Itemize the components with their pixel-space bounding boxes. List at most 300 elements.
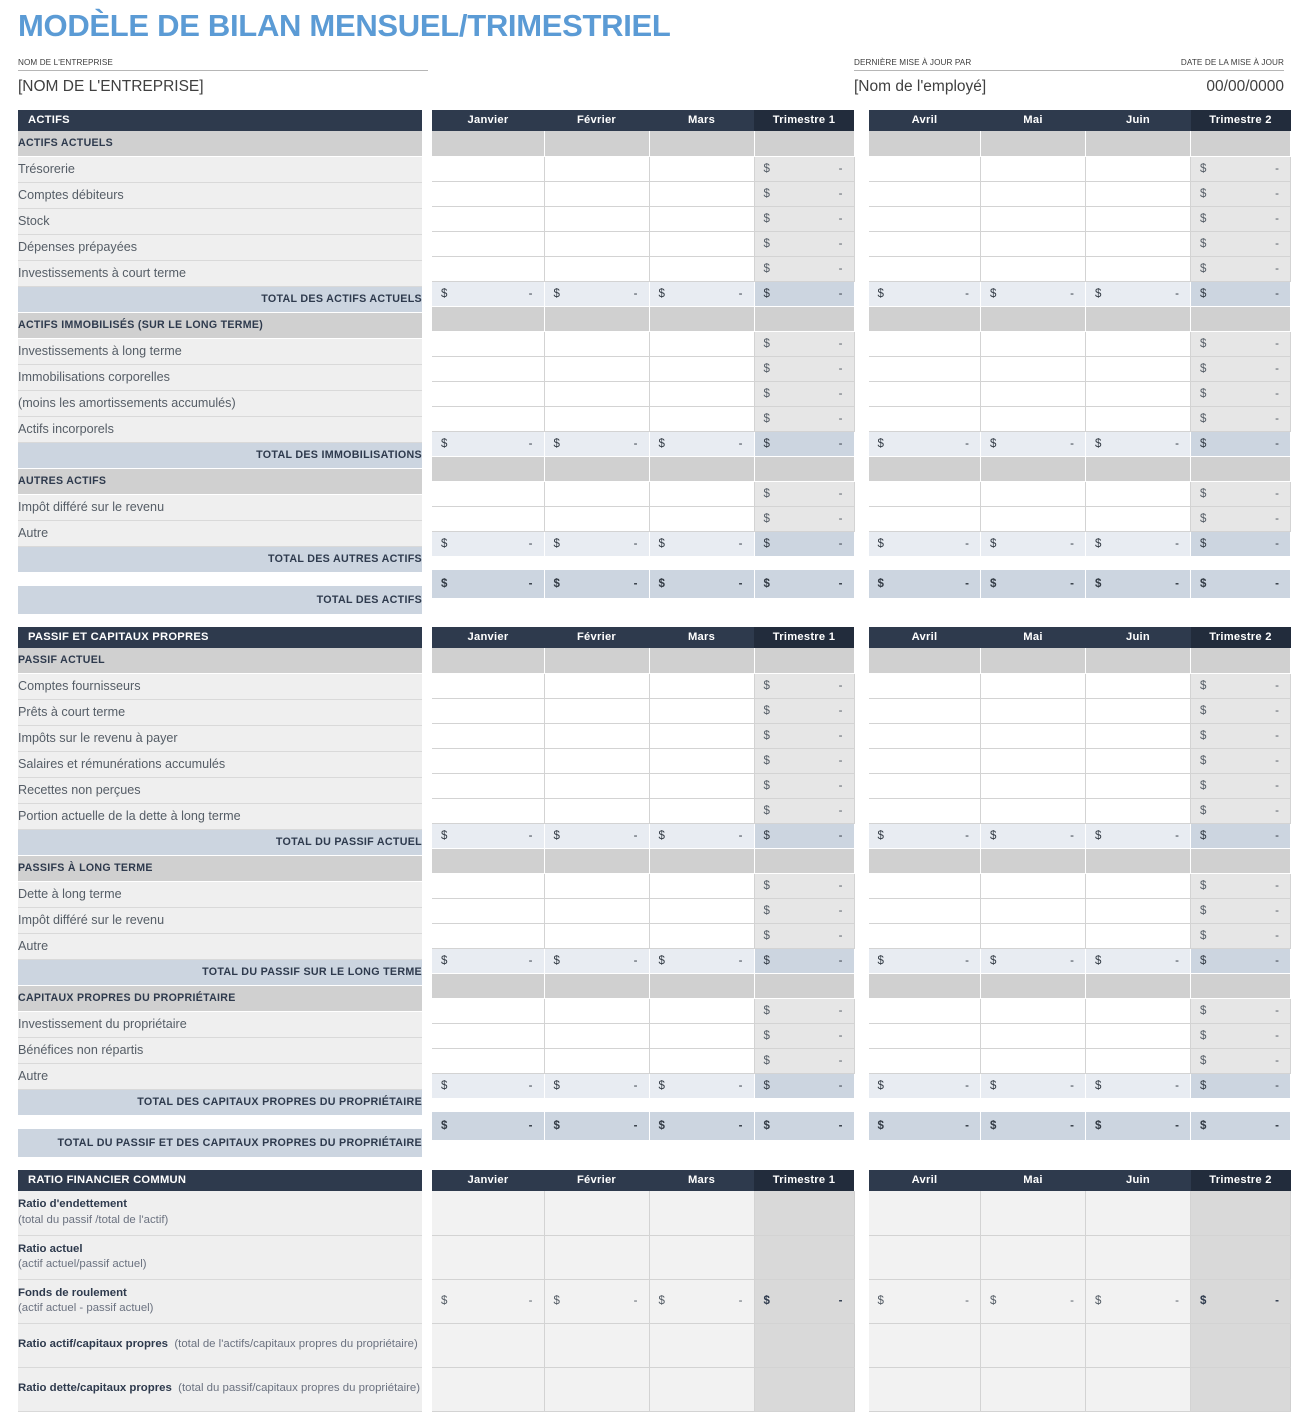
quarter-total-cell[interactable] [754, 948, 854, 973]
month-total-cell[interactable] [869, 948, 981, 973]
input-cell[interactable] [981, 331, 1086, 356]
input-cell[interactable] [869, 723, 981, 748]
subhead-spacer-cell[interactable] [1191, 131, 1291, 156]
input-cell[interactable] [869, 256, 981, 281]
input-cell[interactable] [649, 998, 754, 1023]
input-cell[interactable] [432, 1023, 544, 1048]
quarter-total-cell[interactable] [754, 823, 854, 848]
input-cell[interactable] [649, 506, 754, 531]
subhead-spacer-cell[interactable] [869, 648, 981, 673]
input-cell[interactable] [649, 673, 754, 698]
input-cell[interactable] [1086, 773, 1191, 798]
month-total-cell[interactable] [432, 823, 544, 848]
ratio-value-cell[interactable] [1086, 1279, 1191, 1323]
input-cell[interactable] [544, 998, 649, 1023]
input-cell[interactable] [544, 356, 649, 381]
month-total-cell[interactable] [981, 1073, 1086, 1098]
quarter-total-cell[interactable] [754, 923, 854, 948]
input-cell[interactable] [649, 181, 754, 206]
input-cell[interactable] [649, 923, 754, 948]
month-total-cell[interactable] [981, 823, 1086, 848]
month-total-cell[interactable] [1086, 1073, 1191, 1098]
quarter-total-cell[interactable] [754, 481, 854, 506]
subhead-spacer-cell[interactable] [981, 648, 1086, 673]
input-cell[interactable] [649, 723, 754, 748]
month-total-cell[interactable] [869, 1073, 981, 1098]
input-cell[interactable] [869, 231, 981, 256]
input-cell[interactable] [649, 898, 754, 923]
subhead-spacer-cell[interactable] [869, 306, 981, 331]
quarter-total-cell[interactable] [1191, 898, 1291, 923]
quarter-total-cell[interactable] [1191, 206, 1291, 231]
input-cell[interactable] [981, 481, 1086, 506]
quarter-total-cell[interactable] [754, 698, 854, 723]
input-cell[interactable] [869, 873, 981, 898]
input-cell[interactable] [649, 1048, 754, 1073]
ratio-value-cell[interactable] [869, 1323, 981, 1367]
input-cell[interactable] [981, 381, 1086, 406]
month-total-cell[interactable] [1086, 431, 1191, 456]
subhead-spacer-cell[interactable] [981, 306, 1086, 331]
input-cell[interactable] [432, 481, 544, 506]
quarter-total-cell[interactable] [1191, 748, 1291, 773]
input-cell[interactable] [432, 698, 544, 723]
subhead-spacer-cell[interactable] [649, 648, 754, 673]
input-cell[interactable] [1086, 331, 1191, 356]
subhead-spacer-cell[interactable] [1086, 973, 1191, 998]
input-cell[interactable] [432, 773, 544, 798]
quarter-total-cell[interactable] [754, 748, 854, 773]
month-total-cell[interactable] [649, 281, 754, 306]
input-cell[interactable] [432, 998, 544, 1023]
input-cell[interactable] [1086, 206, 1191, 231]
quarter-total-cell[interactable] [1191, 998, 1291, 1023]
input-cell[interactable] [649, 873, 754, 898]
input-cell[interactable] [1086, 506, 1191, 531]
input-cell[interactable] [544, 156, 649, 181]
ratio-value-cell[interactable] [981, 1235, 1086, 1279]
input-cell[interactable] [544, 773, 649, 798]
input-cell[interactable] [981, 356, 1086, 381]
ratio-value-cell[interactable] [981, 1367, 1086, 1411]
subhead-spacer-cell[interactable] [754, 973, 854, 998]
input-cell[interactable] [981, 698, 1086, 723]
ratio-value-cell[interactable] [432, 1191, 544, 1235]
quarter-total-cell[interactable] [1191, 1023, 1291, 1048]
input-cell[interactable] [869, 773, 981, 798]
input-cell[interactable] [544, 481, 649, 506]
input-cell[interactable] [1086, 698, 1191, 723]
input-cell[interactable] [544, 506, 649, 531]
input-cell[interactable] [981, 1023, 1086, 1048]
quarter-total-cell[interactable] [1191, 923, 1291, 948]
subhead-spacer-cell[interactable] [544, 848, 649, 873]
subhead-spacer-cell[interactable] [754, 648, 854, 673]
subhead-spacer-cell[interactable] [1191, 973, 1291, 998]
input-cell[interactable] [1086, 798, 1191, 823]
input-cell[interactable] [432, 723, 544, 748]
input-cell[interactable] [869, 181, 981, 206]
ratio-value-cell[interactable] [432, 1367, 544, 1411]
subhead-spacer-cell[interactable] [432, 648, 544, 673]
quarter-total-cell[interactable] [754, 406, 854, 431]
ratio-value-cell[interactable] [544, 1367, 649, 1411]
input-cell[interactable] [649, 206, 754, 231]
quarter-total-cell[interactable] [754, 331, 854, 356]
quarter-total-cell[interactable] [1191, 873, 1291, 898]
quarter-total-cell[interactable] [1191, 181, 1291, 206]
input-cell[interactable] [544, 723, 649, 748]
grand-total-cell[interactable] [1086, 570, 1191, 598]
month-total-cell[interactable] [1086, 823, 1191, 848]
quarter-total-cell[interactable] [754, 231, 854, 256]
input-cell[interactable] [1086, 1048, 1191, 1073]
quarter-total-cell[interactable] [754, 1073, 854, 1098]
subhead-spacer-cell[interactable] [1191, 848, 1291, 873]
quarter-total-cell[interactable] [754, 381, 854, 406]
input-cell[interactable] [649, 331, 754, 356]
ratio-quarter-cell[interactable] [754, 1191, 854, 1235]
month-total-cell[interactable] [649, 948, 754, 973]
subhead-spacer-cell[interactable] [1191, 648, 1291, 673]
ratio-value-cell[interactable] [869, 1279, 981, 1323]
input-cell[interactable] [649, 773, 754, 798]
input-cell[interactable] [544, 1023, 649, 1048]
input-cell[interactable] [981, 723, 1086, 748]
quarter-total-cell[interactable] [1191, 381, 1291, 406]
quarter-total-cell[interactable] [754, 723, 854, 748]
month-total-cell[interactable] [432, 1073, 544, 1098]
ratio-quarter-cell[interactable] [1191, 1323, 1291, 1367]
ratio-value-cell[interactable] [432, 1279, 544, 1323]
quarter-total-cell[interactable] [754, 181, 854, 206]
subhead-spacer-cell[interactable] [1086, 131, 1191, 156]
grand-total-cell[interactable] [1086, 1112, 1191, 1140]
grand-total-cell[interactable] [754, 1112, 854, 1140]
quarter-total-cell[interactable] [1191, 156, 1291, 181]
subhead-spacer-cell[interactable] [754, 306, 854, 331]
input-cell[interactable] [1086, 156, 1191, 181]
input-cell[interactable] [544, 698, 649, 723]
quarter-total-cell[interactable] [1191, 673, 1291, 698]
month-total-cell[interactable] [544, 431, 649, 456]
input-cell[interactable] [432, 381, 544, 406]
grand-total-cell[interactable] [869, 570, 981, 598]
month-total-cell[interactable] [649, 431, 754, 456]
input-cell[interactable] [1086, 748, 1191, 773]
quarter-total-cell[interactable] [1191, 823, 1291, 848]
input-cell[interactable] [649, 798, 754, 823]
month-total-cell[interactable] [544, 531, 649, 556]
input-cell[interactable] [432, 156, 544, 181]
input-cell[interactable] [649, 1023, 754, 1048]
month-total-cell[interactable] [432, 281, 544, 306]
subhead-spacer-cell[interactable] [649, 848, 754, 873]
subhead-spacer-cell[interactable] [432, 131, 544, 156]
input-cell[interactable] [981, 156, 1086, 181]
input-cell[interactable] [981, 1048, 1086, 1073]
input-cell[interactable] [432, 873, 544, 898]
input-cell[interactable] [869, 356, 981, 381]
input-cell[interactable] [432, 231, 544, 256]
quarter-total-cell[interactable] [1191, 1048, 1291, 1073]
month-total-cell[interactable] [869, 823, 981, 848]
input-cell[interactable] [981, 998, 1086, 1023]
ratio-quarter-cell[interactable] [754, 1235, 854, 1279]
input-cell[interactable] [432, 898, 544, 923]
subhead-spacer-cell[interactable] [544, 131, 649, 156]
input-cell[interactable] [869, 331, 981, 356]
input-cell[interactable] [1086, 256, 1191, 281]
quarter-total-cell[interactable] [754, 873, 854, 898]
input-cell[interactable] [649, 356, 754, 381]
input-cell[interactable] [1086, 231, 1191, 256]
quarter-total-cell[interactable] [1191, 506, 1291, 531]
input-cell[interactable] [869, 406, 981, 431]
ratio-value-cell[interactable] [1086, 1367, 1191, 1411]
input-cell[interactable] [1086, 381, 1191, 406]
input-cell[interactable] [981, 231, 1086, 256]
quarter-total-cell[interactable] [1191, 431, 1291, 456]
input-cell[interactable] [649, 406, 754, 431]
input-cell[interactable] [432, 1048, 544, 1073]
ratio-value-cell[interactable] [869, 1191, 981, 1235]
quarter-total-cell[interactable] [1191, 1073, 1291, 1098]
grand-total-cell[interactable] [649, 1112, 754, 1140]
subhead-spacer-cell[interactable] [754, 456, 854, 481]
input-cell[interactable] [544, 673, 649, 698]
month-total-cell[interactable] [544, 281, 649, 306]
quarter-total-cell[interactable] [754, 898, 854, 923]
input-cell[interactable] [432, 798, 544, 823]
grand-total-cell[interactable] [754, 570, 854, 598]
input-cell[interactable] [544, 923, 649, 948]
input-cell[interactable] [544, 331, 649, 356]
month-total-cell[interactable] [981, 281, 1086, 306]
subhead-spacer-cell[interactable] [544, 306, 649, 331]
subhead-spacer-cell[interactable] [544, 456, 649, 481]
input-cell[interactable] [649, 381, 754, 406]
input-cell[interactable] [649, 698, 754, 723]
input-cell[interactable] [544, 406, 649, 431]
grand-total-cell[interactable] [981, 1112, 1086, 1140]
quarter-total-cell[interactable] [1191, 773, 1291, 798]
input-cell[interactable] [432, 331, 544, 356]
quarter-total-cell[interactable] [1191, 481, 1291, 506]
month-total-cell[interactable] [869, 431, 981, 456]
ratio-value-cell[interactable] [1086, 1323, 1191, 1367]
input-cell[interactable] [869, 481, 981, 506]
input-cell[interactable] [544, 798, 649, 823]
month-total-cell[interactable] [981, 948, 1086, 973]
input-cell[interactable] [432, 206, 544, 231]
input-cell[interactable] [1086, 181, 1191, 206]
input-cell[interactable] [869, 156, 981, 181]
quarter-total-cell[interactable] [754, 156, 854, 181]
month-total-cell[interactable] [649, 823, 754, 848]
subhead-spacer-cell[interactable] [754, 848, 854, 873]
quarter-total-cell[interactable] [754, 281, 854, 306]
input-cell[interactable] [649, 256, 754, 281]
input-cell[interactable] [432, 181, 544, 206]
month-total-cell[interactable] [649, 1073, 754, 1098]
grand-total-cell[interactable] [432, 1112, 544, 1140]
input-cell[interactable] [1086, 356, 1191, 381]
ratio-value-cell[interactable] [981, 1191, 1086, 1235]
ratio-quarter-cell[interactable] [1191, 1367, 1291, 1411]
input-cell[interactable] [869, 748, 981, 773]
subhead-spacer-cell[interactable] [754, 131, 854, 156]
subhead-spacer-cell[interactable] [1086, 456, 1191, 481]
ratio-value-cell[interactable] [869, 1235, 981, 1279]
subhead-spacer-cell[interactable] [1086, 306, 1191, 331]
quarter-total-cell[interactable] [754, 673, 854, 698]
input-cell[interactable] [544, 206, 649, 231]
quarter-total-cell[interactable] [754, 798, 854, 823]
input-cell[interactable] [432, 673, 544, 698]
month-total-cell[interactable] [869, 281, 981, 306]
input-cell[interactable] [981, 873, 1086, 898]
ratio-value-cell[interactable] [544, 1235, 649, 1279]
input-cell[interactable] [432, 506, 544, 531]
quarter-total-cell[interactable] [754, 531, 854, 556]
grand-total-cell[interactable] [544, 570, 649, 598]
quarter-total-cell[interactable] [754, 206, 854, 231]
grand-total-cell[interactable] [869, 1112, 981, 1140]
input-cell[interactable] [432, 923, 544, 948]
subhead-spacer-cell[interactable] [432, 973, 544, 998]
ratio-value-cell[interactable] [544, 1279, 649, 1323]
input-cell[interactable] [869, 673, 981, 698]
quarter-total-cell[interactable] [754, 998, 854, 1023]
subhead-spacer-cell[interactable] [432, 456, 544, 481]
grand-total-cell[interactable] [1191, 570, 1291, 598]
month-total-cell[interactable] [544, 823, 649, 848]
ratio-quarter-cell[interactable] [1191, 1279, 1291, 1323]
input-cell[interactable] [1086, 923, 1191, 948]
company-value[interactable]: [NOM DE L'ENTREPRISE] [18, 78, 204, 96]
ratio-quarter-cell[interactable] [754, 1367, 854, 1411]
subhead-spacer-cell[interactable] [1191, 456, 1291, 481]
input-cell[interactable] [1086, 1023, 1191, 1048]
input-cell[interactable] [544, 381, 649, 406]
month-total-cell[interactable] [544, 1073, 649, 1098]
month-total-cell[interactable] [544, 948, 649, 973]
quarter-total-cell[interactable] [754, 256, 854, 281]
input-cell[interactable] [544, 1048, 649, 1073]
input-cell[interactable] [649, 231, 754, 256]
ratio-value-cell[interactable] [649, 1235, 754, 1279]
subhead-spacer-cell[interactable] [649, 131, 754, 156]
quarter-total-cell[interactable] [1191, 331, 1291, 356]
subhead-spacer-cell[interactable] [1086, 648, 1191, 673]
grand-total-cell[interactable] [432, 570, 544, 598]
ratio-quarter-cell[interactable] [754, 1279, 854, 1323]
month-total-cell[interactable] [432, 948, 544, 973]
input-cell[interactable] [1086, 673, 1191, 698]
input-cell[interactable] [981, 748, 1086, 773]
quarter-total-cell[interactable] [754, 1048, 854, 1073]
grand-total-cell[interactable] [544, 1112, 649, 1140]
input-cell[interactable] [432, 406, 544, 431]
quarter-total-cell[interactable] [1191, 698, 1291, 723]
quarter-total-cell[interactable] [754, 1023, 854, 1048]
month-total-cell[interactable] [1086, 531, 1191, 556]
input-cell[interactable] [869, 381, 981, 406]
quarter-total-cell[interactable] [1191, 256, 1291, 281]
input-cell[interactable] [544, 873, 649, 898]
ratio-quarter-cell[interactable] [754, 1323, 854, 1367]
input-cell[interactable] [869, 898, 981, 923]
input-cell[interactable] [432, 356, 544, 381]
quarter-total-cell[interactable] [1191, 531, 1291, 556]
subhead-spacer-cell[interactable] [544, 973, 649, 998]
quarter-total-cell[interactable] [1191, 406, 1291, 431]
quarter-total-cell[interactable] [754, 506, 854, 531]
quarter-total-cell[interactable] [1191, 356, 1291, 381]
input-cell[interactable] [981, 773, 1086, 798]
quarter-total-cell[interactable] [1191, 948, 1291, 973]
ratio-value-cell[interactable] [1086, 1191, 1191, 1235]
input-cell[interactable] [981, 256, 1086, 281]
ratio-value-cell[interactable] [649, 1367, 754, 1411]
input-cell[interactable] [1086, 406, 1191, 431]
subhead-spacer-cell[interactable] [1191, 306, 1291, 331]
input-cell[interactable] [1086, 998, 1191, 1023]
input-cell[interactable] [869, 998, 981, 1023]
month-total-cell[interactable] [649, 531, 754, 556]
ratio-value-cell[interactable] [432, 1235, 544, 1279]
subhead-spacer-cell[interactable] [981, 456, 1086, 481]
subhead-spacer-cell[interactable] [432, 848, 544, 873]
ratio-value-cell[interactable] [544, 1191, 649, 1235]
month-total-cell[interactable] [1086, 948, 1191, 973]
updated-by-value[interactable]: [Nom de l'employé] [854, 78, 987, 96]
input-cell[interactable] [981, 798, 1086, 823]
input-cell[interactable] [544, 256, 649, 281]
updated-date-value[interactable]: 00/00/0000 [1206, 78, 1284, 96]
month-total-cell[interactable] [981, 531, 1086, 556]
quarter-total-cell[interactable] [1191, 281, 1291, 306]
month-total-cell[interactable] [981, 431, 1086, 456]
input-cell[interactable] [869, 698, 981, 723]
subhead-spacer-cell[interactable] [981, 131, 1086, 156]
input-cell[interactable] [1086, 873, 1191, 898]
quarter-total-cell[interactable] [1191, 723, 1291, 748]
quarter-total-cell[interactable] [754, 431, 854, 456]
subhead-spacer-cell[interactable] [544, 648, 649, 673]
ratio-value-cell[interactable] [981, 1323, 1086, 1367]
ratio-value-cell[interactable] [432, 1323, 544, 1367]
subhead-spacer-cell[interactable] [649, 306, 754, 331]
input-cell[interactable] [544, 181, 649, 206]
month-total-cell[interactable] [432, 531, 544, 556]
month-total-cell[interactable] [432, 431, 544, 456]
input-cell[interactable] [1086, 723, 1191, 748]
input-cell[interactable] [649, 748, 754, 773]
input-cell[interactable] [869, 1023, 981, 1048]
ratio-value-cell[interactable] [649, 1323, 754, 1367]
grand-total-cell[interactable] [1191, 1112, 1291, 1140]
input-cell[interactable] [869, 506, 981, 531]
subhead-spacer-cell[interactable] [649, 456, 754, 481]
input-cell[interactable] [981, 406, 1086, 431]
subhead-spacer-cell[interactable] [649, 973, 754, 998]
input-cell[interactable] [649, 481, 754, 506]
ratio-value-cell[interactable] [981, 1279, 1086, 1323]
input-cell[interactable] [981, 506, 1086, 531]
ratio-quarter-cell[interactable] [1191, 1235, 1291, 1279]
